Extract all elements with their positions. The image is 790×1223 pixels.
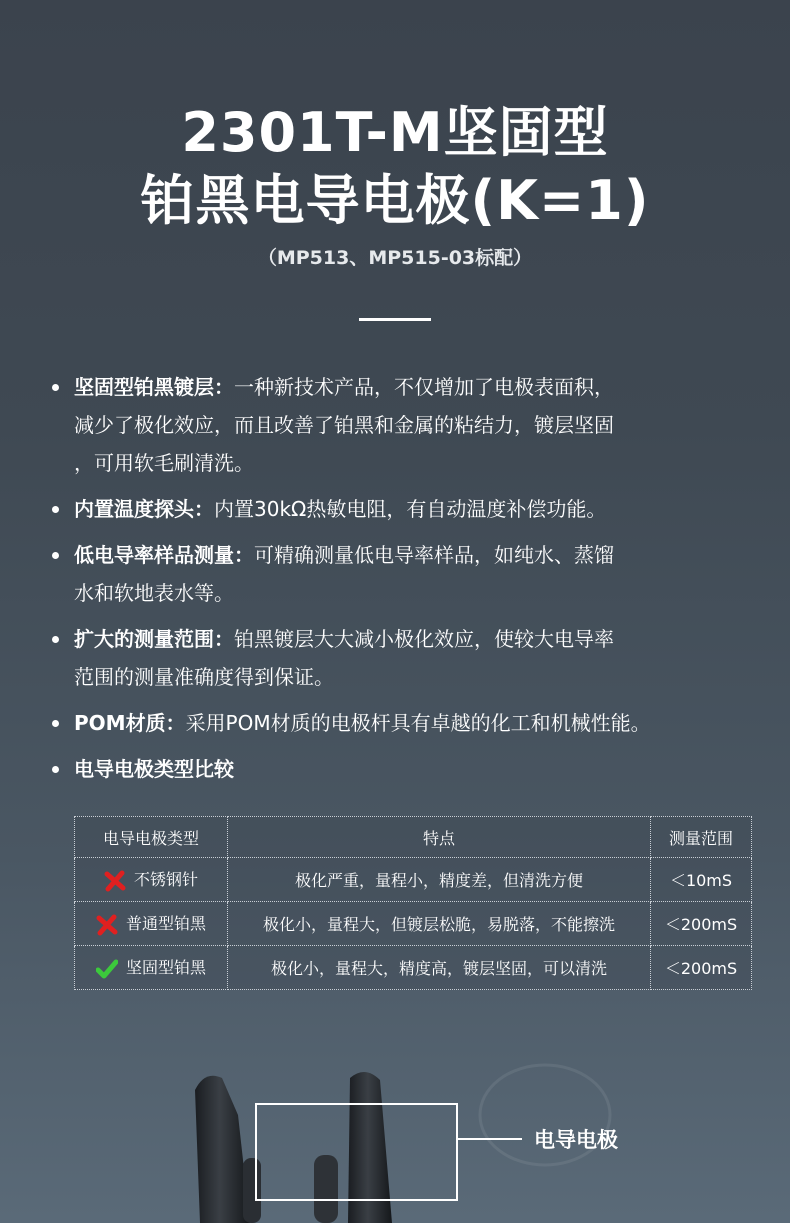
feature-text: 内置30kΩ热敏电阻，有自动温度补偿功能。	[214, 497, 607, 521]
feature-item	[52, 490, 732, 528]
feature-cell: 极化严重，量程小，精度差，但清洗方便	[228, 858, 651, 902]
check-icon	[96, 958, 118, 980]
feature-text: ，可用软毛刷清洗。	[74, 451, 254, 475]
feature-heading: 坚固型铂黑镀层：	[74, 375, 234, 399]
cross-icon	[104, 870, 126, 892]
feature-item	[52, 704, 732, 742]
range-cell: ＜200mS	[651, 946, 752, 990]
title-line-2: 铂黑电导电极(K=1)	[140, 169, 650, 232]
callout-line	[458, 1138, 522, 1140]
type-cell	[75, 946, 228, 990]
type-cell	[75, 902, 228, 946]
feature-heading: 内置温度探头：	[74, 497, 214, 521]
bullet-dot-icon	[52, 766, 59, 773]
feature-text: 水和软地表水等。	[74, 581, 234, 605]
feature-text: 采用POM材质的电极杆具有卓越的化工和机械性能。	[185, 711, 651, 735]
bullet-dot-icon	[52, 384, 59, 391]
title-line-1: 2301T-M坚固型	[181, 101, 609, 164]
table-header-row	[75, 817, 752, 858]
range-cell: ＜200mS	[651, 902, 752, 946]
callout-label: 电导电极	[534, 1128, 618, 1152]
feature-heading: 扩大的测量范围：	[74, 627, 234, 651]
table-header-cell: 电导电极类型	[75, 817, 228, 858]
feature-text: 一种新技术产品，不仅增加了电极表面积，	[234, 375, 614, 399]
bullet-dot-icon	[52, 506, 59, 513]
feature-text: 范围的测量准确度得到保证。	[74, 665, 334, 689]
table-header-cell: 测量范围	[651, 817, 752, 858]
feature-text: 铂黑镀层大大减小极化效应，使较大电导率	[234, 627, 614, 651]
type-label: 不锈钢针	[133, 870, 198, 890]
title-divider	[359, 318, 431, 321]
table-row	[75, 946, 752, 990]
bullet-dot-icon	[52, 552, 59, 559]
feature-list	[52, 368, 732, 788]
feature-item	[52, 368, 732, 482]
bullet-dot-icon	[52, 720, 59, 727]
table-header-cell: 特点	[228, 817, 651, 858]
type-label: 坚固型铂黑	[125, 958, 206, 978]
feature-heading: 电导电极类型比较	[74, 757, 234, 781]
feature-item	[52, 750, 732, 788]
feature-heading: 低电导率样品测量：	[74, 543, 254, 567]
feature-item	[52, 536, 732, 612]
subtitle: （MP513、MP515-03标配）	[257, 247, 533, 269]
type-label: 普通型铂黑	[125, 914, 206, 934]
feature-item	[52, 620, 732, 696]
callout-box	[255, 1103, 458, 1201]
table-row	[75, 902, 752, 946]
type-cell	[75, 858, 228, 902]
feature-heading: POM材质：	[74, 711, 186, 735]
cross-icon	[96, 914, 118, 936]
feature-text: 可精确测量低电导率样品，如纯水、蒸馏	[254, 543, 614, 567]
feature-cell: 极化小，量程大，精度高，镀层坚固，可以清洗	[228, 946, 651, 990]
feature-text: 减少了极化效应，而且改善了铂黑和金属的粘结力，镀层坚固	[74, 413, 614, 437]
table-row	[75, 858, 752, 902]
range-cell: ＜10mS	[651, 858, 752, 902]
feature-cell: 极化小，量程大，但镀层松脆，易脱落，不能擦洗	[228, 902, 651, 946]
comparison-table	[74, 816, 752, 990]
bullet-dot-icon	[52, 636, 59, 643]
